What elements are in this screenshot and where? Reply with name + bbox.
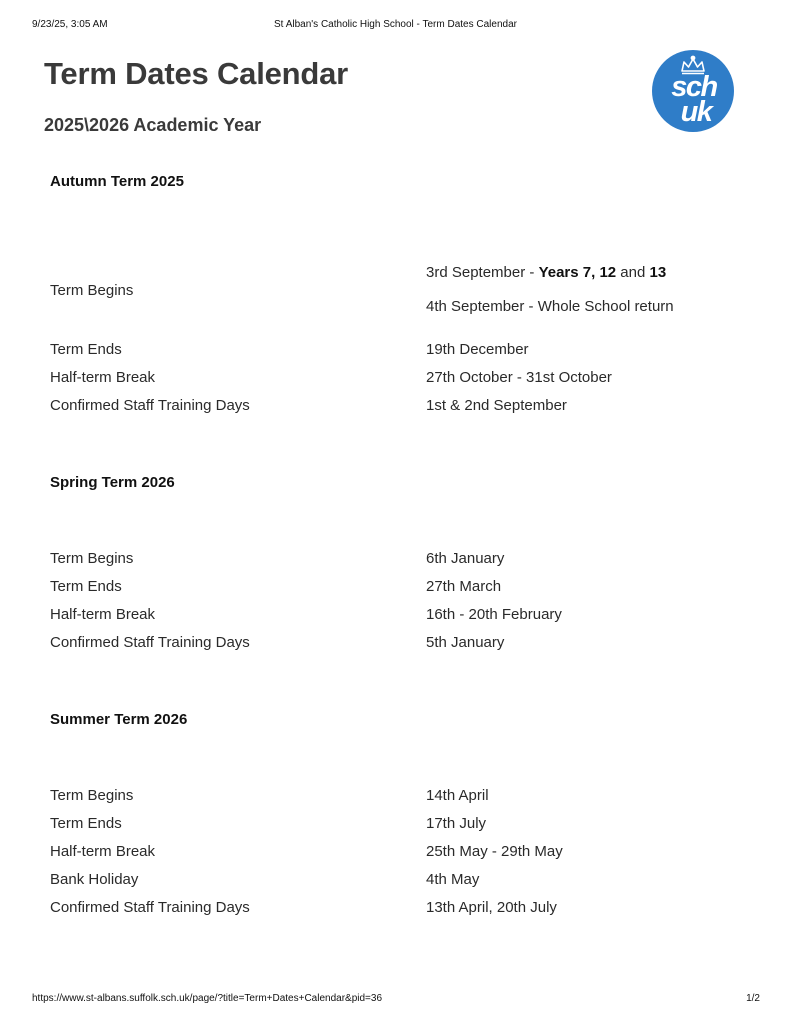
autumn-half-term-label: Half-term Break (50, 369, 156, 386)
autumn-training-days-label: Confirmed Staff Training Days (50, 397, 250, 414)
summer-half-term-label: Half-term Break (50, 843, 156, 860)
spring-half-term-label: Half-term Break (50, 606, 156, 623)
summer-half-term-value: 25th May - 29th May (426, 843, 563, 860)
logo-text-sch: sch (671, 71, 717, 103)
summer-training-days-label: Confirmed Staff Training Days (50, 899, 250, 916)
school-logo[interactable] (652, 50, 734, 132)
spring-term-heading: Spring Term 2026 (50, 474, 175, 491)
academic-year-heading: 2025\2026 Academic Year (44, 115, 262, 135)
print-datetime: 9/23/25, 3:05 AM (32, 19, 108, 30)
autumn-term-begins-value-1 (426, 264, 666, 281)
autumn-begins-prefix: 3rd September - (426, 264, 539, 281)
autumn-training-days-value: 1st & 2nd September (426, 397, 567, 414)
autumn-term-heading: Autumn Term 2025 (50, 173, 184, 190)
summer-term-ends-value: 17th July (426, 815, 487, 832)
print-title: St Alban's Catholic High School - Term Dates Calendar (274, 19, 517, 30)
print-url[interactable]: https://www.st-albans.suffolk.sch.uk/page/?title=Term+Dates+Calendar&pid=36 (32, 993, 383, 1004)
spring-term-begins-label: Term Begins (50, 550, 134, 567)
spring-half-term-value: 16th - 20th February (426, 606, 562, 623)
print-header (0, 19, 791, 33)
autumn-term-ends-label: Term Ends (50, 341, 122, 358)
summer-term-begins-value: 14th April (426, 787, 489, 804)
autumn-begins-year-13: 13 (649, 264, 667, 281)
summer-term-begins-label: Term Begins (50, 787, 134, 804)
spring-training-days-value: 5th January (426, 634, 505, 651)
spring-term-ends-label: Term Ends (50, 578, 122, 595)
spring-term-ends-value: 27th March (426, 578, 502, 595)
summer-bank-holiday-value: 4th May (426, 871, 480, 888)
spring-training-days-label: Confirmed Staff Training Days (50, 634, 250, 651)
print-footer (0, 993, 791, 1007)
autumn-begins-and: and (616, 264, 650, 281)
print-page-number: 1/2 (746, 993, 760, 1004)
summer-training-days-value: 13th April, 20th July (426, 899, 557, 916)
autumn-term-begins-value-2: 4th September - Whole School return (426, 298, 674, 315)
page-title: Term Dates Calendar (44, 56, 349, 91)
autumn-half-term-value: 27th October - 31st October (426, 369, 612, 386)
autumn-term-ends-value: 19th December (426, 341, 529, 358)
autumn-begins-years: Years 7, 12 (538, 264, 617, 281)
spring-term-begins-value: 6th January (426, 550, 505, 567)
autumn-term-begins-label: Term Begins (50, 282, 134, 299)
logo-text-uk: uk (680, 96, 712, 128)
summer-term-heading: Summer Term 2026 (50, 711, 188, 728)
summer-bank-holiday-label: Bank Holiday (50, 871, 139, 888)
summer-term-ends-label: Term Ends (50, 815, 122, 832)
